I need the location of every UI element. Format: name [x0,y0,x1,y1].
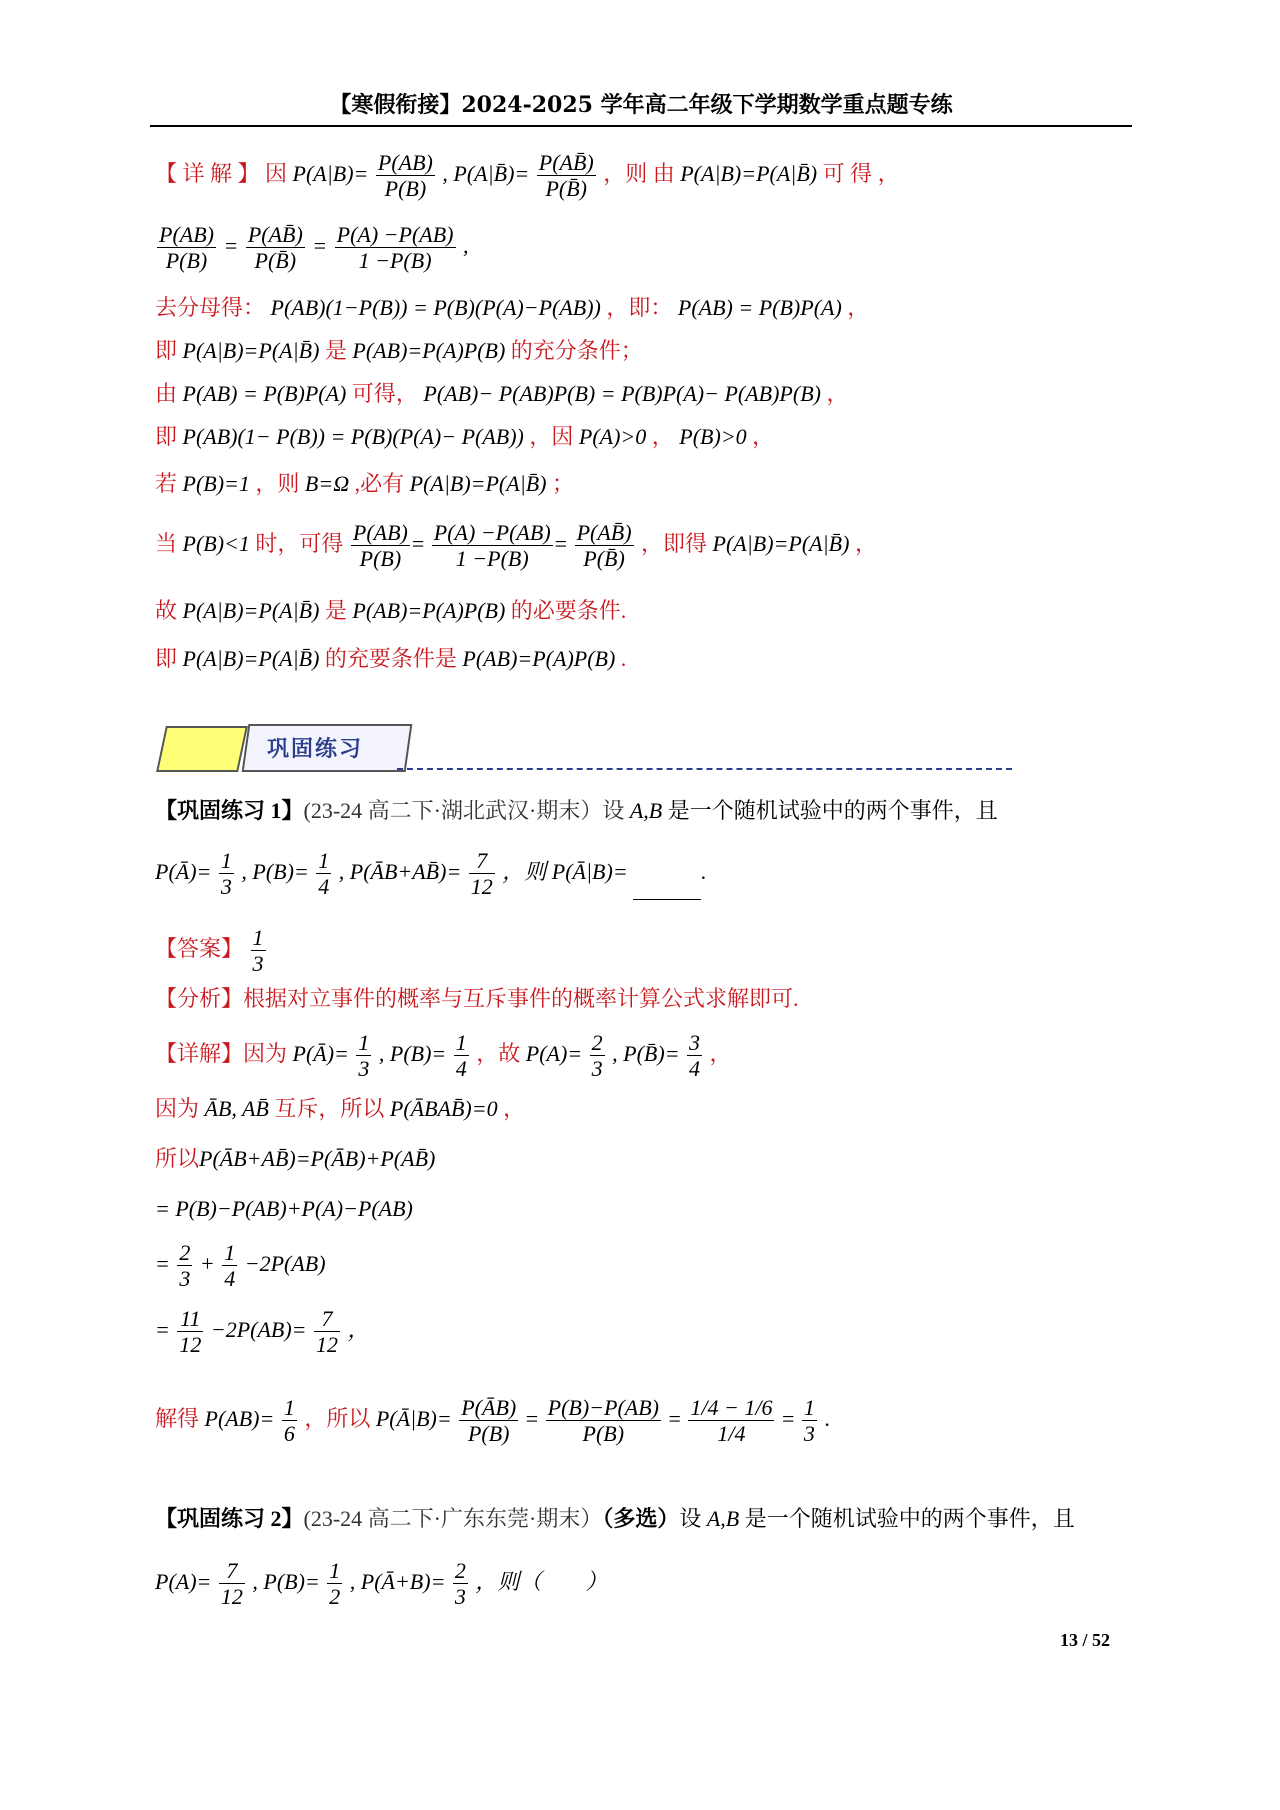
text: ，故 [476,1040,521,1066]
formula: = [155,1316,170,1342]
text: ，则 [255,471,300,496]
formula: P(AB)=P(A)P(B) [352,338,506,363]
formula: , P(B)= [378,1040,447,1066]
formula: P(A)= [525,1040,583,1066]
fraction [351,520,410,572]
fraction [688,1395,774,1447]
formula: P(Ā)= [155,858,212,884]
fraction [453,1558,468,1610]
section-dashed-rule [397,768,1012,770]
text: 互斥，所以 [274,1096,385,1121]
ex1-answer [155,925,268,977]
fraction [222,1240,237,1292]
num: 1 [283,1395,295,1420]
formula: −2P(AB)= [210,1316,307,1342]
formula: P(ĀBAB̄)=0 [389,1096,498,1121]
text: 即 [155,338,178,363]
fraction [327,1558,342,1610]
formula: = [668,1405,681,1431]
den: P(B̄) [545,176,587,202]
fraction [356,1030,371,1082]
fraction [454,1030,469,1082]
section-title: 巩固练习 [267,737,364,762]
formula: P(AB)=P(A)P(B) [462,646,616,671]
formula: P(AB)= [204,1405,275,1431]
formula: P(B)>0 [679,424,747,449]
formula: , P(B)= [252,1568,320,1594]
formula: = [525,1405,539,1431]
answer-label: 【答案】 [155,935,244,961]
text: ， [847,295,870,320]
text: 的必要条件. [510,598,627,623]
formula: P(A|B)= [292,160,369,186]
ex1-detail-line-4 [155,1198,413,1220]
den: P(B) [359,546,402,572]
formula: , P(Ā+B)= [349,1568,446,1594]
text: 解得 [155,1405,200,1431]
num: 1 [803,1395,815,1420]
num: 1 [358,1030,370,1055]
ex1-detail-line-5 [155,1240,326,1292]
num: P(A) −P(AB) [433,520,551,545]
num: 1 [329,1558,341,1583]
den: 3 [179,1266,191,1292]
num: 7 [469,848,495,874]
text: 可 得 ， [822,160,900,186]
text: ， [854,530,877,556]
ex2-multi: （多选） [602,1506,680,1531]
text: ； [552,471,575,496]
formula: + [199,1250,215,1276]
text: ，因 [529,424,574,449]
text: 若 [155,471,178,496]
fraction [469,848,495,900]
formula: , P(B)= [241,858,309,884]
den: P(B) [384,176,427,202]
formula: , P(A|B̄)= [442,160,530,186]
text: ， [826,381,849,406]
fraction [687,1030,702,1082]
formula: P(AB)(1−P(B)) = P(B)(P(A)−P(AB)) [270,295,601,320]
analysis-text: 根据对立事件的概率与互斥事件的概率计算公式求解即可. [243,986,799,1011]
text: ， [651,424,674,449]
ex1-detail-line-6 [155,1306,370,1358]
den: 1 −P(B) [455,546,529,572]
den: 12 [470,874,493,900]
num: 11 [177,1306,203,1332]
den: 1 −P(B) [358,248,432,274]
num: P(AB) [352,520,408,545]
fraction [575,520,634,572]
num: 1/4 − 1/6 [690,1395,773,1420]
fraction [432,520,553,572]
solution-line-8: 当 P(B)<1 时，可得 $\frac{P(AB)}{P(B)}$ = $\frac{P(A) -P(AB)}{1 -P(B)}$ = $\frac{P(AB̄)}{P(B̄)}$ ，即得 P(A|B)=P(A|B̄) ， [155,520,877,572]
text: , [463,232,469,258]
num: 2 [179,1240,191,1265]
text: ，即： [606,295,673,320]
formula: P(A|B)=P(A|B̄) [182,646,320,671]
den: 4 [689,1056,701,1082]
section-yellow-tab [156,726,248,772]
formula: P(AB)(1− P(B)) = P(B)(P(A)− P(AB)) [182,424,524,449]
num: P(AB̄) [247,222,303,247]
formula: P(A)>0 [578,424,647,449]
text: 是 [324,598,347,623]
den: P(B̄) [583,546,625,572]
formula: , P(B̄)= [612,1040,680,1066]
num: 2 [591,1030,603,1055]
den: 4 [224,1266,236,1292]
num: 1 [455,1030,467,1055]
formula: P(AB) = P(B)P(A) [182,381,347,406]
text: 因为 [243,1040,288,1066]
ex1-stem-line-2 [155,848,707,900]
solution-line-5 [155,383,848,405]
ex1-detail-line-3 [155,1148,435,1170]
text: ，所以 [304,1405,371,1431]
detail-tag: 【 详 解 】 [155,160,260,186]
num: P(AB) [377,150,433,175]
fraction [335,222,456,274]
fraction [537,150,596,202]
formula: P(A|B)=P(A|B̄) [182,598,320,623]
num: P(B)−P(AB) [547,1395,659,1420]
num: 1 [224,1240,236,1265]
ex1-detail-line-1 [155,1030,732,1082]
den: P(B) [467,1421,510,1447]
formula: = P(B)−P(AB)+P(A)−P(AB) [155,1196,413,1221]
ex1-detail-line-2 [155,1098,525,1120]
num: P(AB) [159,222,214,247]
formula: = [155,1250,170,1276]
formula: = [781,1405,795,1431]
section-title-banner [157,724,397,772]
fraction [219,1558,245,1610]
fraction [314,1306,340,1358]
fraction [251,925,266,977]
text: ， [752,424,775,449]
text: 因为 [155,1096,200,1121]
fraction [546,1395,661,1447]
num: 3 [689,1030,701,1055]
formula: A,B [629,798,663,823]
formula: P(Ā|B)= [375,1405,452,1431]
den: 12 [179,1332,202,1358]
analysis-label: 【分析】 [155,986,244,1011]
num: P(AB̄) [538,150,594,175]
page-number: 13 / 52 [1060,1630,1111,1650]
num: P(AB̄) [576,520,632,545]
fraction [590,1030,605,1082]
num: 1 [220,848,232,873]
fraction [219,848,234,900]
text: 去分母得： [155,295,266,320]
fraction [376,150,435,202]
formula: , P(ĀB+AB̄)= [338,858,462,884]
num: 1 [318,848,330,873]
text: 由 [155,381,178,406]
text: 因 [265,160,288,186]
text: . [620,646,627,671]
ex1-label: 【巩固练习 1】 [155,798,304,823]
fraction [802,1395,817,1447]
formula: P(A)= [155,1568,212,1594]
fraction [177,1240,192,1292]
formula: P(B)<1 [182,530,250,556]
answer-blank [633,879,701,900]
solution-line-2: $\frac{P(AB)}{P(B)}$ = $\frac{P(AB̄)}{P(B̄)}$ = $\frac{P(A) -P(AB)}{1 -P(B)}$ , [159,222,469,274]
ex2-stem-line-1 [155,1508,1075,1530]
num: P(A) −P(AB) [336,222,454,247]
formula: ，则 P(Ā|B)= [502,858,628,884]
text: ， [709,1040,732,1066]
text: 时，可得 [255,530,344,556]
solution-line-4 [155,340,643,362]
formula: P(ĀB+AB̄)=P(ĀB)+P(AB̄) [199,1146,436,1171]
den: 3 [252,951,264,977]
den: 2 [329,1584,341,1610]
den: 12 [220,1584,243,1610]
solution-line-3 [155,297,869,319]
formula: P(AB)=P(A)P(B) [352,598,506,623]
den: P(B) [165,248,208,274]
den: P(B̄) [254,248,297,274]
text: 即 [155,424,178,449]
text: 故 [155,598,178,623]
solution-line-9 [155,600,626,622]
text: 的充分条件； [510,338,643,363]
formula: ĀB, AB̄ [204,1096,269,1121]
formula: P(A|B)=P(A|B̄) [680,160,818,186]
den: 12 [316,1332,339,1358]
text: ，即得 [641,530,708,556]
ex2-label: 【巩固练习 2】 [155,1506,304,1531]
ex2-source: (23-24 高二下·广东东莞·期末） [303,1506,603,1531]
formula: P(A|B)=P(A|B̄) [409,471,547,496]
den: 3 [220,874,232,900]
detail-label: 【详解】 [155,1040,244,1066]
num: 2 [454,1558,466,1583]
text: 是一个随机试验中的两个事件，且 [667,798,998,823]
fraction [282,1395,297,1447]
text: 是一个随机试验中的两个事件，且 [744,1506,1075,1531]
text: 当 [155,530,178,556]
text: 设 [679,1506,702,1531]
header-rule [150,125,1132,127]
den: 4 [455,1056,467,1082]
den: 3 [591,1056,603,1082]
num: 7 [219,1558,245,1584]
formula: A,B [706,1506,740,1531]
solution-line-7 [155,473,574,495]
ex2-stem-line-2 [155,1558,607,1610]
den: 3 [803,1421,815,1447]
den: 3 [454,1584,466,1610]
solution-line-10 [155,648,626,670]
formula: ， [347,1316,370,1342]
text: 可得， [351,381,418,406]
ex1-stem-line-1 [155,800,998,822]
text: ,必有 [354,471,405,496]
ex1-source: (23-24 高二下·湖北武汉·期末）设 [303,798,625,823]
fraction [157,222,216,274]
formula: P(B)=1 [182,471,250,496]
text: ，则 由 [603,160,675,186]
text: 即 [155,646,178,671]
page-header: 【寒假衔接】2024-2025 学年高二年级下学期数学重点题专练 [329,92,953,118]
formula: −2P(AB) [244,1250,326,1276]
formula: P(AB)− P(AB)P(B) = P(B)P(A)− P(AB)P(B) [423,381,821,406]
text: 是 [324,338,347,363]
text: ， [503,1096,526,1121]
den: 6 [283,1421,295,1447]
formula: . [824,1405,830,1431]
formula: P(AB) = P(B)P(A) [677,295,842,320]
formula: ，则（ ） [475,1568,608,1594]
solution-line-6 [155,426,774,448]
fraction [316,848,331,900]
num: 1 [252,925,264,950]
formula: P(Ā)= [292,1040,349,1066]
formula: P(A|B)=P(A|B̄) [182,338,320,363]
formula: P(A|B)=P(A|B̄) [712,530,850,556]
formula: B=Ω [304,471,350,496]
num: 7 [314,1306,340,1332]
text: 的充要条件是 [324,646,457,671]
fraction [177,1306,203,1358]
text: . [701,858,707,884]
fraction [459,1395,518,1447]
ex1-detail-line-7 [155,1395,830,1447]
den: P(B) [582,1421,625,1447]
den: 1/4 [717,1421,746,1447]
solution-line-1 [155,150,900,202]
num: P(ĀB) [461,1395,517,1420]
text: 所以 [155,1146,200,1171]
fraction [246,222,305,274]
den: 3 [358,1056,370,1082]
den: 4 [318,874,330,900]
ex1-analysis [155,988,799,1010]
